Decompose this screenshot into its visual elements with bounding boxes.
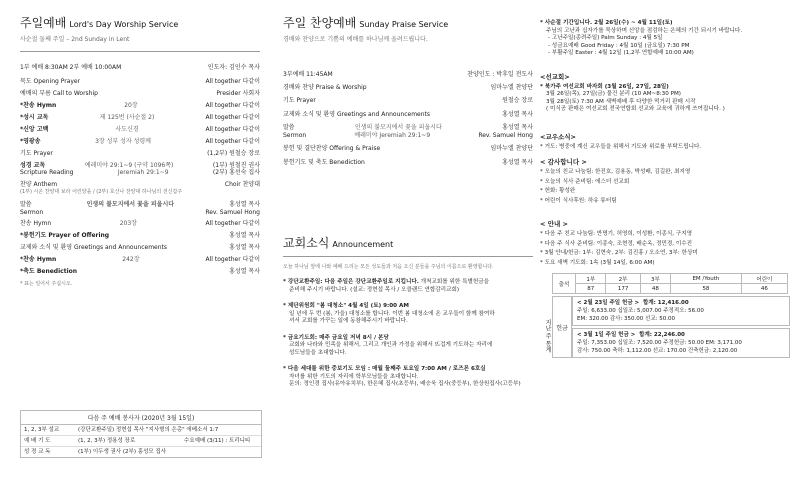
att-val: 46	[741, 284, 787, 294]
att-val: 48	[640, 284, 670, 294]
sermon-row: 말씀 인생의 불모지에서 꽃을 피웁시다 홍성열 목사	[20, 201, 260, 208]
servants-title: 다음 주 예배 봉사자 (2020년 3월 15일)	[21, 411, 261, 425]
order-item: 기도 Prayer 원철승 장로	[283, 97, 533, 104]
announcement-item: * 금요기도회: 매주 금요일 저녁 8시 / 본당	[283, 334, 389, 341]
att-head: 1부	[576, 274, 606, 284]
notice-line: - 고난주일(종려주일) Palm Sunday : 4월 5일	[548, 35, 663, 41]
announcement-line: 문의: 정인경 집사(유아유치부), 한은혜 집사(초등부), 배승욱 집사(중등부), 한상원집사(고등부)	[289, 381, 521, 387]
notice-line: * 도요 새벽 기도회: 1속 (3월 14일, 6:00 AM)	[540, 259, 655, 266]
worship-times: 1부 예배 8:30AM 2부 예배 10:00AM 인도자: 김인수 목사	[20, 64, 260, 71]
notice-line: 3월 28일(토) 7:30 AM 새벽예배 후 다양한 먹거리 판매 시작	[546, 98, 696, 105]
notice-line: * 오늘의 친교 나눔팀: 한진호, 김용동, 박성배, 김길완, 최지영	[540, 169, 691, 175]
notice-line: * 어린이 식사후원: 하유 튜터팀	[540, 197, 617, 204]
edu-line: * 거도: 병중에 계신 교우들을 위해서 기도와 위로를 부탁드립니다.	[540, 143, 702, 150]
announcement-line: 교회와 나라와 민족을 위해서, 그리고 개인과 가정을 위해서 뜨겁게 기도하는 자리에	[289, 342, 493, 348]
order-item: 말씀 인생의 불모지에서 꽃을 피웁시다 홍성열 목사	[283, 124, 533, 131]
notice-line: * 다음 주 친교 나눔팀: 반명기, 허영희, 이성환, 이종식, 구지영	[540, 231, 693, 237]
lent-line: 주님의 고난과 십자가를 묵상하며 신앙을 점검하는 은혜의 기간 되시기 바랍니다.	[546, 27, 743, 34]
order-item: 교제와 소식 및 환영 Greetings and Announcements 홍성열 목사	[283, 110, 533, 118]
announcement-line: 준비해 주시기 바랍니다. (설교: 정현섭 목사 / 오클랜드 연합감리교회)	[289, 286, 460, 293]
order-item: 찬송 Hymn 203장 All together 다같이	[20, 220, 260, 227]
notice-line: * 헌화: 황성완	[540, 188, 576, 194]
att-head: 어린이	[741, 274, 787, 284]
announcement-item: * 강단교환주일: 다음 주일은 강단교환주일로 지킵니다. 개척교회를 위한 특별헌금을	[283, 279, 490, 285]
worship-subtitle: 사순절 둘째 주일 – 2nd Sunday in Lent	[20, 36, 130, 43]
order-item: *성시 교독 제 125번 (사순절 2) All together 다같이	[20, 113, 260, 121]
notice-line: * 3월 안내/헌금: 1부: 김현숙, 2부: 김진홍 / 오소연, 3부: 한상미	[540, 250, 698, 256]
praise-title: 주일 찬양예배 Sunday Praise Service	[283, 16, 449, 30]
announcement-line: 일 년에 두 번 (봄, 가을) 대청소를 합니다. 이번 봄 대청소에 온 교우들이 함께 참여하	[289, 310, 495, 317]
order-item: 경배와 찬양 Praise & Worship 임마누엘 찬양단	[283, 83, 533, 91]
att-val: 177	[606, 284, 640, 294]
notice-line: * 다음 주 식사 준비팀: 이종숙, 조현정, 배순옥, 정민경, 이수진	[540, 240, 693, 247]
praise-column	[283, 0, 533, 389]
worship-title: 주일예배 Lord's Day Worship Service	[20, 16, 179, 30]
worship-column	[20, 0, 260, 287]
att-head: 2부	[606, 274, 640, 284]
order-item: 묵도 Opening Prayer All together 다같이	[20, 77, 260, 85]
stand-footnote: * 표는 일어서 주십시오.	[20, 281, 73, 287]
announcement-item: * 다음 세대를 위한 중보기도 모임 : 매월 둘째주 토요일 7:00 AM / 로즈몬 6호실	[283, 366, 486, 372]
order-item: *찬송 Hymn 242장 All together 다같이	[20, 256, 260, 263]
order-item: *찬송 Hymn 20장 All together 다같이	[20, 101, 260, 109]
order-item: *영광송 3장 성부 성자 성령께 All together 다같이	[20, 137, 260, 145]
servants-row: 예 배 기 도 (1, 2, 3부) 정용성 장로 수요예배 (3/11) : 트리니티	[21, 436, 261, 447]
lent-head: * 사순절 기간입니다. 2월 26일(수) ~ 4월 11일(토)	[540, 20, 673, 26]
order-item: *축도 Benediction 홍성열 목사	[20, 268, 260, 275]
notice-line: * 오늘의 식사 준비팀: 에스더 선교회	[540, 178, 630, 185]
mission-head: * 북가주 여선교회 바자회 (3월 26일, 27일, 28일)	[540, 83, 669, 90]
anthem-row: 찬양 Anthem Choir 찬양대	[20, 180, 260, 188]
stats-block	[540, 273, 790, 358]
anthem-note: (1부) 시온 찬양대 보라 어린양을 / (2부) 호산나 찬양대 하나님의 전신갑주	[20, 189, 183, 195]
notices-column	[540, 0, 790, 358]
order-item: Sermon 예레미야 Jeremiah 29:1~9 Rev. Samuel Hong	[283, 131, 533, 139]
praise-subtitle: 경배와 찬양으로 기쁨의 예배를 하나님께 올려드립니다.	[283, 36, 428, 43]
att-val: 58	[671, 284, 742, 294]
stats-side-label: 지난 주 통계	[544, 318, 551, 353]
att-head: EM /Youth	[671, 274, 742, 284]
order-item: 봉헌 및 결단찬양 Offering & Praise 임마누엘 찬양단	[283, 145, 533, 152]
servants-row: 1, 2, 3부 설교 (강단교환주일) 정현섭 목사 "지사형의 은총" 에베소서 1:7	[21, 425, 261, 436]
order-item: 기도 Prayer (1,2부) 원철승 장로	[20, 149, 260, 157]
scripture-row: 성경 교독 예레미야 29:1~9 (구약 1096쪽) (1부) 원철진 권사	[20, 161, 260, 169]
announcement-line: 성도님들을 초대합니다.	[289, 349, 347, 356]
announcement-line: 셔서 교회를 가꾸는 일에 동참해주시기 바랍니다.	[289, 318, 408, 324]
notice-line: ( 미식공 판매은 여선교회 전국연합회 선교와 교육에 귀하게 쓰여집니다. )	[546, 106, 725, 112]
att-val: 87	[576, 284, 606, 294]
sermon-en-row: Sermon Rev. Samuel Hong	[20, 208, 260, 216]
servants-box	[20, 410, 262, 458]
thanks-title: < 감사합니다 >	[540, 158, 587, 166]
praise-time: 3부예배 11:45AM 찬양인도 : 박후일 전도사	[283, 71, 533, 78]
order-item: 봉헌기도 및 축도 Benediction 홍성열 목사	[283, 158, 533, 166]
announcement-item: * 제단위원회 "봄 대청소" 4월 4일 (토) 9:00 AM	[283, 303, 409, 309]
announcement-line: 자녀를 위한 기도의 자리에 학부모님들을 초대합니다.	[289, 373, 419, 380]
order-item: 교제와 소식 및 환영 Greetings and Announcements 홍성열 목사	[20, 244, 260, 251]
notice-line: 3월 26일(목), 27일(금) 물건 분리 (10 AM~8:30 PM)	[546, 91, 681, 97]
offering-week1: < 2월 23일 주일 헌금 > 합계: 12,416.00 주일: 6,633.00 십일조: 5,007.00 주정적오: 56.00 EM: 320.00 감사: 350.00 선교: 50.00	[572, 296, 790, 326]
mission-title: <선교회>	[540, 72, 570, 81]
edu-title: <교우소식>	[540, 132, 577, 141]
attendance-table	[552, 273, 788, 294]
servants-row: 성 경 교 독 (1부) 이두생 권사 (2부) 홍성모 집사	[24, 449, 167, 455]
news-intro: 오늘 하나님 앞에 나와 예배 드리는 모든 성도들과 처음 오신 분들을 주님의 이름으로 환영합니다.	[283, 264, 494, 270]
offering-week2: < 3월 1일 주일 헌금 > 합계: 22,246.00 주일: 7,353.00 십일조: 7,520.00 주정헌금: 50.00 EM: 3,171.00 감사: 750.00 축하: 1,112.00 선교: 170.00 건축헌금: 2,120.00	[572, 328, 790, 358]
guide-title: < 안내 >	[540, 220, 568, 228]
notice-line: - 부활주일 Easter : 4월 12일 (1,2부 연합예배 10:00 AM)	[548, 50, 694, 56]
attendance-label: 출석	[553, 274, 576, 294]
scripture-en-row: Scripture Reading Jeremiah 29:1~9 (2부) 홍선숙 집사	[20, 169, 260, 176]
order-item: *봉헌기도 Prayer of Offering 홍성열 목사	[20, 232, 260, 239]
order-item: *신앙 고백 사도신경 All together 다같이	[20, 125, 260, 133]
order-item: 예배의 부름 Call to Worship Presider 사회자	[20, 89, 260, 97]
notice-line: - 성금요예배 Good Friday : 4월 10일 (금요일) 7:30 PM	[548, 42, 690, 49]
att-head: 3부	[640, 274, 670, 284]
news-title: 교회소식 Announcement	[283, 236, 394, 250]
offering-label: 헌금	[552, 296, 572, 358]
